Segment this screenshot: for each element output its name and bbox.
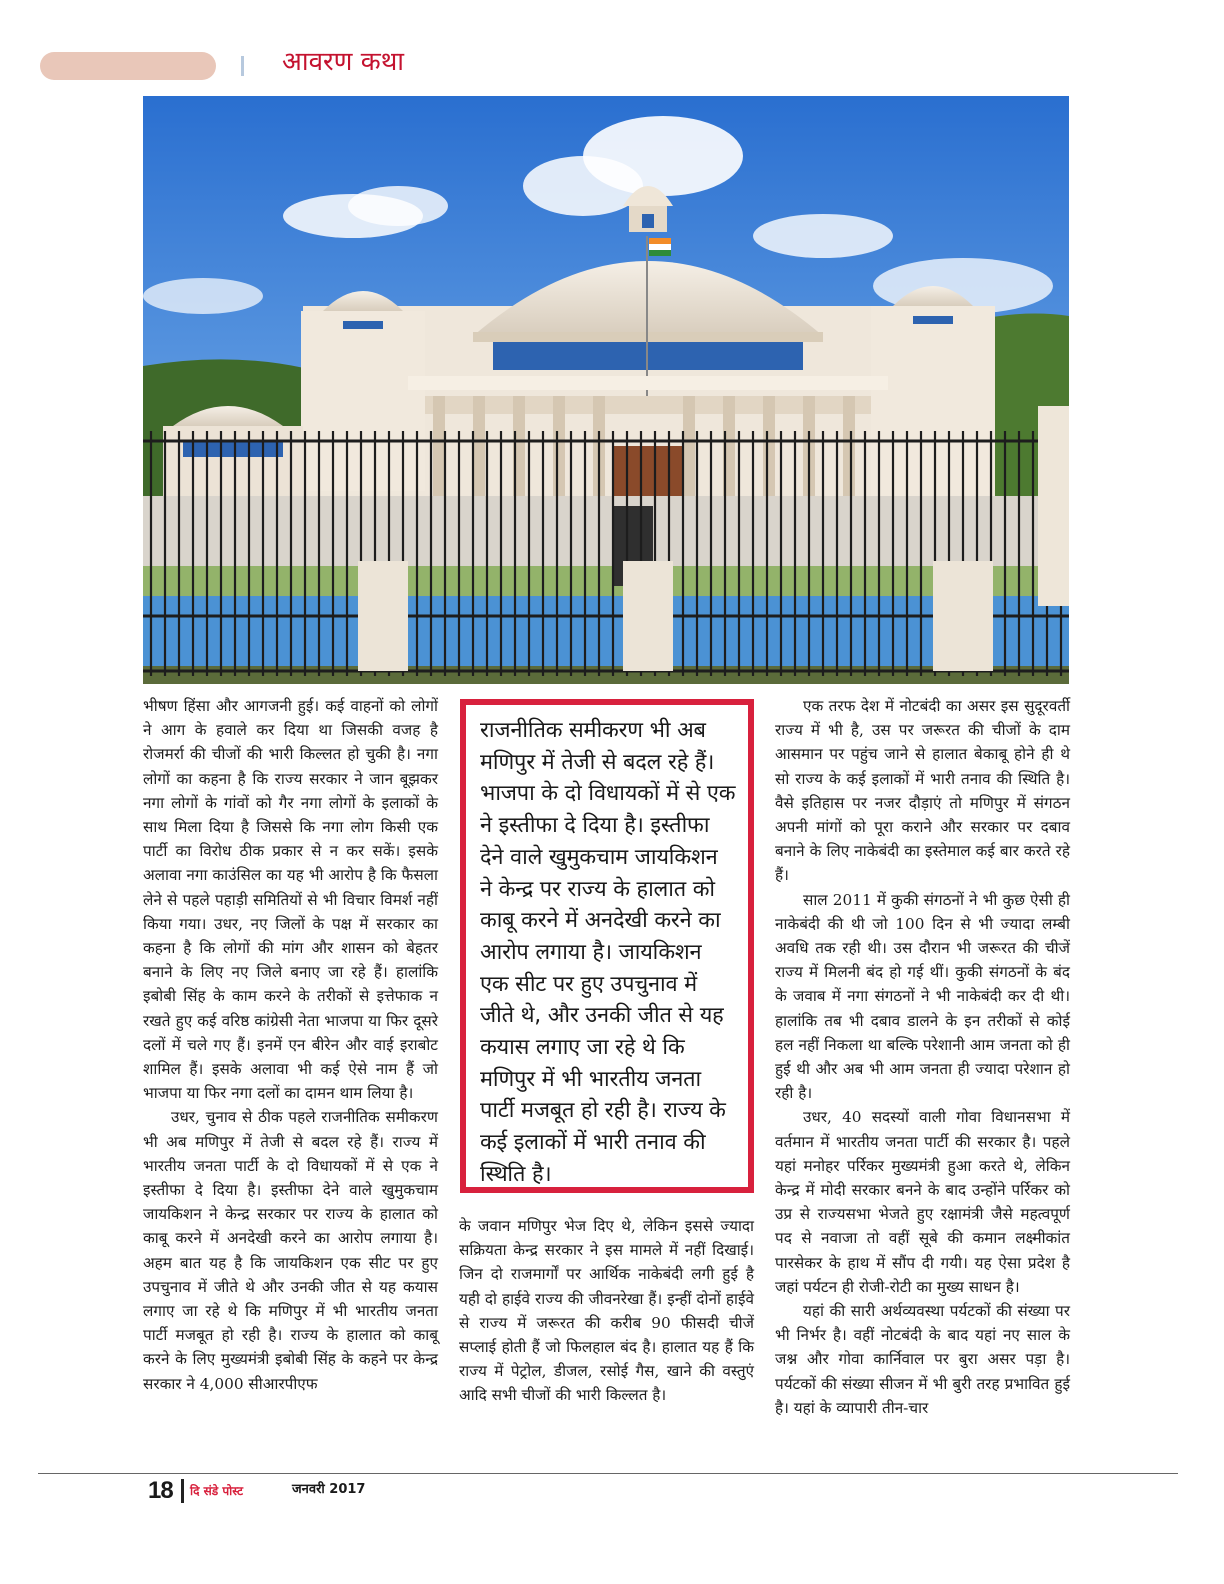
assembly-building-photo (143, 96, 1069, 684)
col1-paragraph: उधर, चुनाव से ठीक पहले राजनीतिक समीकरण भी अब मणिपुर में तेजी से बदल रहे हैं। राज्य में भारतीय जनता पार्टी के दो विधायकों में से एक ने इस्तीफा दे दिया है। इस्तीफा देने वाले खुमुकचाम जायकिशन ने केन्द्र सरकार पर राज्य के हालात को काबू करने में अनदेखी करने का आरोप लगाया है। अहम बात यह है कि जायकिशन एक सीट पर हुए उपचुनाव में जीते थे और उनकी जीत से यह कयास लगाए जा रहे थे कि मणिपुर में भी भारतीय जनता पार्टी मजबूत हो रही है। राज्य के हालात को काबू करने के लिए मुख्यमंत्री इबोबी सिंह के कहने पर केन्द्र सरकार ने 4,000 सीआरपीएफ (143, 1108, 438, 1393)
magazine-logo: दि संडे पोस्ट (190, 1484, 244, 1498)
building-illustration (143, 96, 1069, 684)
col3-paragraph: साल 2011 में कुकी संगठनों ने भी कुछ ऐसी ही नाकेबंदी की थी जो 100 दिन से भी ज्यादा लम्बी अवधि तक रही थी। उस दौरान भी जरूरत की चीजें राज्य में मिलनी बंद हो गई थीं। कुकी संगठनों के बंद के जवाब में नगा संगठनों ने भी नाकेबंदी कर दी थी। हालांकि तब भी दबाव डालने के इन तरीकों से कोई हल नहीं निकला था बल्कि परेशानी आम जनता को ही हुई थी और अब भी आम जनता ही ज्यादा परेशान हो रही है। (775, 890, 1070, 1103)
issue-date: जनवरी 2017 (292, 1482, 366, 1497)
col3-paragraph: यहां की सारी अर्थव्यवस्था पर्यटकों की संख्या पर भी निर्भर है। वहीं नोटबंदी के बाद यहां नए साल के जश्न और गोवा कार्निवाल पर बुरा असर पड़ा है। पर्यटकों की संख्या सीजन में भी बुरी तरह प्रभावित हुई है। यहां के व्यापारी तीन-चार (775, 1302, 1071, 1417)
footer-separator (181, 1479, 184, 1503)
footer-rule (38, 1473, 1178, 1474)
column-3 (775, 694, 1070, 1420)
header-pill (40, 52, 216, 80)
column-2 (459, 1214, 754, 1408)
col3-paragraph: उधर, 40 सदस्यों वाली गोवा विधानसभा में वर्तमान में भारतीय जनता पार्टी की सरकार है। पहले यहां मनोहर पर्रिकर मुख्यमंत्री हुआ करते थे, लेकिन केन्द्र में मोदी सरकार बनने के बाद उन्होंने पर्रिकर को उप्र से राज्यसभा भेजते हुए रक्षामंत्री जैसे महत्वपूर्ण पद से नवाजा तो वहीं सूबे की कमान लक्ष्मीकांत पारसेकर के हाथ में सौंप दी गयी। यह ऐसा प्रदेश है जहां पर्यटन ही रोजी-रोटी का मुख्य साधन है। (775, 1108, 1070, 1296)
pull-quote-text: राजनीतिक समीकरण भी अब मणिपुर में तेजी से बदल रहे हैं। भाजपा के दो विधायकों में से एक ने इस्तीफा दे दिया है। इस्तीफा देने वाले खुमुकचाम जायकिशन ने केन्द्र पर राज्य के हालात को काबू करने में अनदेखी करने का आरोप लगाया है। जायकिशन एक सीट पर हुए उपचुनाव में जीते थे, और उनकी जीत से यह कयास लगाए जा रहे थे कि मणिपुर में भी भारतीय जनता पार्टी मजबूत हो रही है। राज्य के कई इलाकों में भारी तनाव की स्थिति है। (480, 718, 736, 1187)
page-number: 18 (148, 1477, 173, 1504)
col3-paragraph: एक तरफ देश में नोटबंदी का असर इस सुदूरवर्ती राज्य में भी है, उस पर जरूरत की चीजों के दाम आसमान पर पहुंच जाने से हालात बेकाबू होने ही थे सो राज्य के कई इलाकों में भारी तनाव की स्थिति है। वैसे इतिहास पर नजर दौड़ाएं तो मणिपुर में संगठन अपनी मांगों को पूरा कराने और सरकार पर दबाव बनाने के लिए नाकेबंदी का इस्तेमाल कई बार करते रहे हैं। (775, 697, 1070, 885)
column-1 (143, 694, 438, 1396)
pull-quote-box (460, 699, 754, 1193)
header-separator (241, 56, 244, 76)
section-title: आवरण कथा (282, 47, 405, 77)
col2-paragraph: के जवान मणिपुर भेज दिए थे, लेकिन इससे ज्यादा सक्रियता केन्द्र सरकार ने इस मामले में नहीं दिखाई। जिन दो राजमार्गों पर आर्थिक नाकेबंदी लगी हुई है यही दो हाईवे राज्य की जीवनरेखा हैं। इन्हीं दोनों हाईवे से राज्य में जरूरत की करीब 90 फीसदी चीजें सप्लाई होती हैं जो फिलहाल बंद है। हालात यह हैं कि राज्य में पेट्रोल, डीजल, रसोई गैस, खाने की वस्तुएं आदि सभी चीजों की भारी किल्लत है। (459, 1217, 754, 1405)
col1-paragraph: भीषण हिंसा और आगजनी हुई। कई वाहनों को लोगों ने आग के हवाले कर दिया था जिसकी वजह है रोजमर्रा की चीजों की भारी किल्लत हो चुकी है। नगा लोगों का कहना है कि राज्य सरकार ने जान बूझकर नगा लोगों के गांवों को गैर नगा लोगों के इलाकों के साथ मिला दिया है जिससे कि नगा लोग किसी एक पार्टी का विरोध ठीक प्रकार से न कर सकें। इसके अलावा नगा काउंसिल का यह भी आरोप है कि फैसला लेने से पहले पहाड़ी समितियों से भी विचार विमर्श नहीं किया गया। उधर, नए जिलों के पक्ष में सरकार का कहना है कि लोगों की मांग और शासन को बेहतर बनाने के लिए नए जिले बनाए जा रहे हैं। हालांकि इबोबी सिंह के काम करने के तरीकों से इत्तेफाक न रखते हुए कई वरिष्ठ कांग्रेसी नेता भाजपा या फिर दूसरे दलों में चले गए हैं। इनमें एन बीरेन और वाई इराबोट शामिल हैं। इसके अलावा भी कई ऐसे नाम हैं जो भाजपा या फिर नगा दलों का दामन थाम लिया है। (143, 697, 438, 1103)
